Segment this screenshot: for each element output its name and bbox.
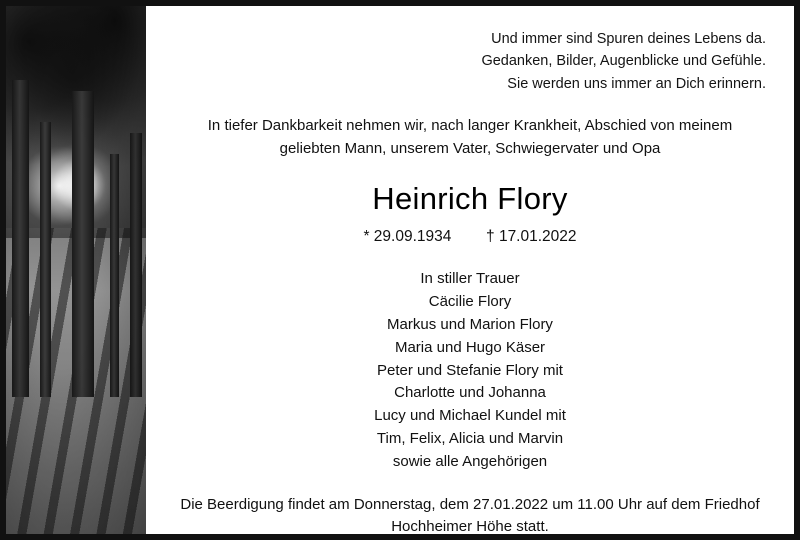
epitaph-line: Sie werden uns immer an Dich erinnern. [507,75,766,92]
death-date: † 17.01.2022 [486,228,577,246]
mourners-line: Tim, Felix, Alicia und Marvin [376,429,564,447]
obituary-inner [6,6,794,534]
birth-date: * 29.09.1934 [363,228,452,246]
mourners-line: Peter und Stefanie Flory mit [377,361,563,379]
intro-text [174,115,766,160]
mourners-line: sowie alle Angehörigen [392,452,548,470]
park-trees-sunrise-photo [6,6,146,534]
funeral-details [174,494,766,539]
deceased-name: Heinrich Flory [372,181,568,217]
epitaph-verse [174,28,766,95]
mourners-line: Markus und Marion Flory [387,316,553,333]
mourners-line: Maria und Hugo Käser [394,338,546,356]
photo-vignette [6,6,146,534]
funeral-line: Hochheimer Höhe statt. [391,518,549,536]
epitaph-line: Und immer sind Spuren deines Lebens da. [491,31,766,47]
mourners-line: Lucy und Michael Kundel mit [374,407,566,425]
life-dates [174,228,766,246]
obituary-content [146,6,794,534]
intro-line: geliebten Mann, unserem Vater, Schwiegervater und Opa [279,139,661,157]
intro-line: In tiefer Dankbarkeit nehmen wir, nach langer Krankheit, Abschied von meinem [207,117,733,135]
funeral-line: Die Beerdigung findet am Donnerstag, dem 27.01.2022 um 11.00 Uhr auf dem Friedhof [180,495,760,513]
mourners-line: Charlotte und Johanna [394,384,546,402]
mourners-list [174,268,766,473]
mourners-line: Cäcilie Flory [428,293,512,311]
epitaph-line: Gedanken, Bilder, Augenblicke und Gefühle. [481,53,766,70]
mourners-line: In stiller Trauer [420,270,520,288]
